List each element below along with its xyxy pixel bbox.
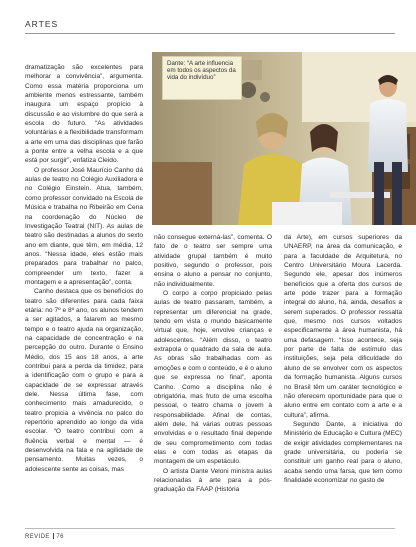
paragraph: O professor José Maurício Canho dá aulas de teatro no Colégio Auxiliadora e no Colégio Einstein. Atua, também, como professor convidado na Escola de Música e trabalha no Ribeirão em Cena na coordenação do Núcleo de Investigação Teatral (NIT). As aulas de teatro são destinadas a alunos do sexto ano em diante, que têm, em média, 12 anos. “Nessa idade, eles estão mais preparados para trabalhar no palco, compreender um texto, fazer a montagem e a apresentação”, conta. xyxy=(25,166,143,286)
paragraph: dramatização são excelentes para melhorar a convivência”, argumenta. Como essa matéria proporciona um ambiente menos estressante, também inaugura um espaço propício à discussão e ao vislumbre do que será a escola do futuro. “As atividades voluntárias e a flexibilidade transformam a arte em uma das disciplinas que farão a ponte entre a velha escola e a que está por surgir”, enfatiza Cleido. xyxy=(25,64,143,165)
page-number: 76 xyxy=(56,534,64,540)
page-footer xyxy=(25,533,64,540)
footer-divider xyxy=(53,533,54,539)
paragraph: da Arte), em cursos superiores da UNAERP, na área da comunicação, e para a faculdade de Arquitetura, no Centro Universitário Moura Lacerda. Segundo ele, apesar dos inúmeros benefícios que a oferta dos cursos de arte pode trazer para a formação integral do aluno, há, ainda, desafios a serem superados. O professor ressalta que, mesmo nos cursos voltados especificamente à área humanista, há uma defasagem. “Isso acontece, seja por parte de falta de estímulo das instituições, seja pela dificuldade do aluno de se envolver com os aspectos da formação humanista. Alguns cursos no Brasil têm um caráter tecnológico e não oferecem oportunidade para que o aluno entre em contato com a arte e a cultura”, afirma. xyxy=(284,234,402,419)
footer-rule xyxy=(25,528,395,529)
photo-caption: Dante: “A arte influencia em todos os aspectos da vida do indivíduo” xyxy=(162,56,242,100)
paragraph: Segundo Dante, a iniciativa do Ministério de Educação e Cultura (MEC) de exigir atividades complementares na grade universitária, ou poderia se constituir um ganho real para o aluno, acaba sendo uma farsa, que tem como finalidade economizar no gasto de xyxy=(284,420,402,484)
paragraph: O corpo a corpo propiciado pelas aulas de teatro passaram, também, a representar um diferencial na grade, tendo em vista o mundo basicamente virtual que, hoje, envolve crianças e adolescentes. “Além disso, o teatro extrapola o quadrado da sala de aula. As obras são trabalhadas com as emoções e com o conteúdo, e é o aluno que se expressa no final”, aponta Canho. Como a disciplina não é obrigatória, mas fruto de uma escolha pessoal, o teatro chama o jovem à responsabilidade. Afinal de contas, além dele, há várias outras pessoas envolvidas e o resultado final depende de seu comprometimento com todas elas e com todas as etapas da montagem de um espetáculo. xyxy=(154,290,272,466)
magazine-name: REVIDE xyxy=(25,534,50,540)
paragraph: não consegue externá-las”, comenta. O fato de o teatro ser sempre uma atividade grupal também é muito positivo, segundo o professor, pois ensina o aluno a pensar no conjunto, não individualmente. xyxy=(154,234,272,288)
section-rule xyxy=(25,33,395,34)
paragraph: O artista Dante Veloni ministra aulas relacionadas à arte para a pós-graduação da FAAP (História xyxy=(154,467,272,494)
text-column-3 xyxy=(284,233,402,525)
text-column-2 xyxy=(154,233,272,525)
text-column-1 xyxy=(25,63,143,525)
paragraph: Canho destaca que os benefícios do teatro são diferentes para cada faixa etária: no 7º e 8º ano, os alunos tendem a ser agitados, a falarem ao mesmo tempo e o teatro ajuda na organização, na capacidade de concentração e na percepção do outro. Durante o Ensino Médio, dos 15 aos 18 anos, a arte contribui para a perda da timidez, para a identificação com o grupo e para a capacidade de se expressar através dele. Nessa última fase, com conhecimento mais amadurecido, o teatro propicia a vivência no palco do repertório aprendido ao longo da vida escolar. “O teatro contribui com a fluência verbal e mental — é desenvolvida na fala e na agilidade de pensamento. Muitas vezes, o adolescente sente as coisas, mas xyxy=(25,288,143,473)
section-label: ARTES xyxy=(25,19,59,29)
